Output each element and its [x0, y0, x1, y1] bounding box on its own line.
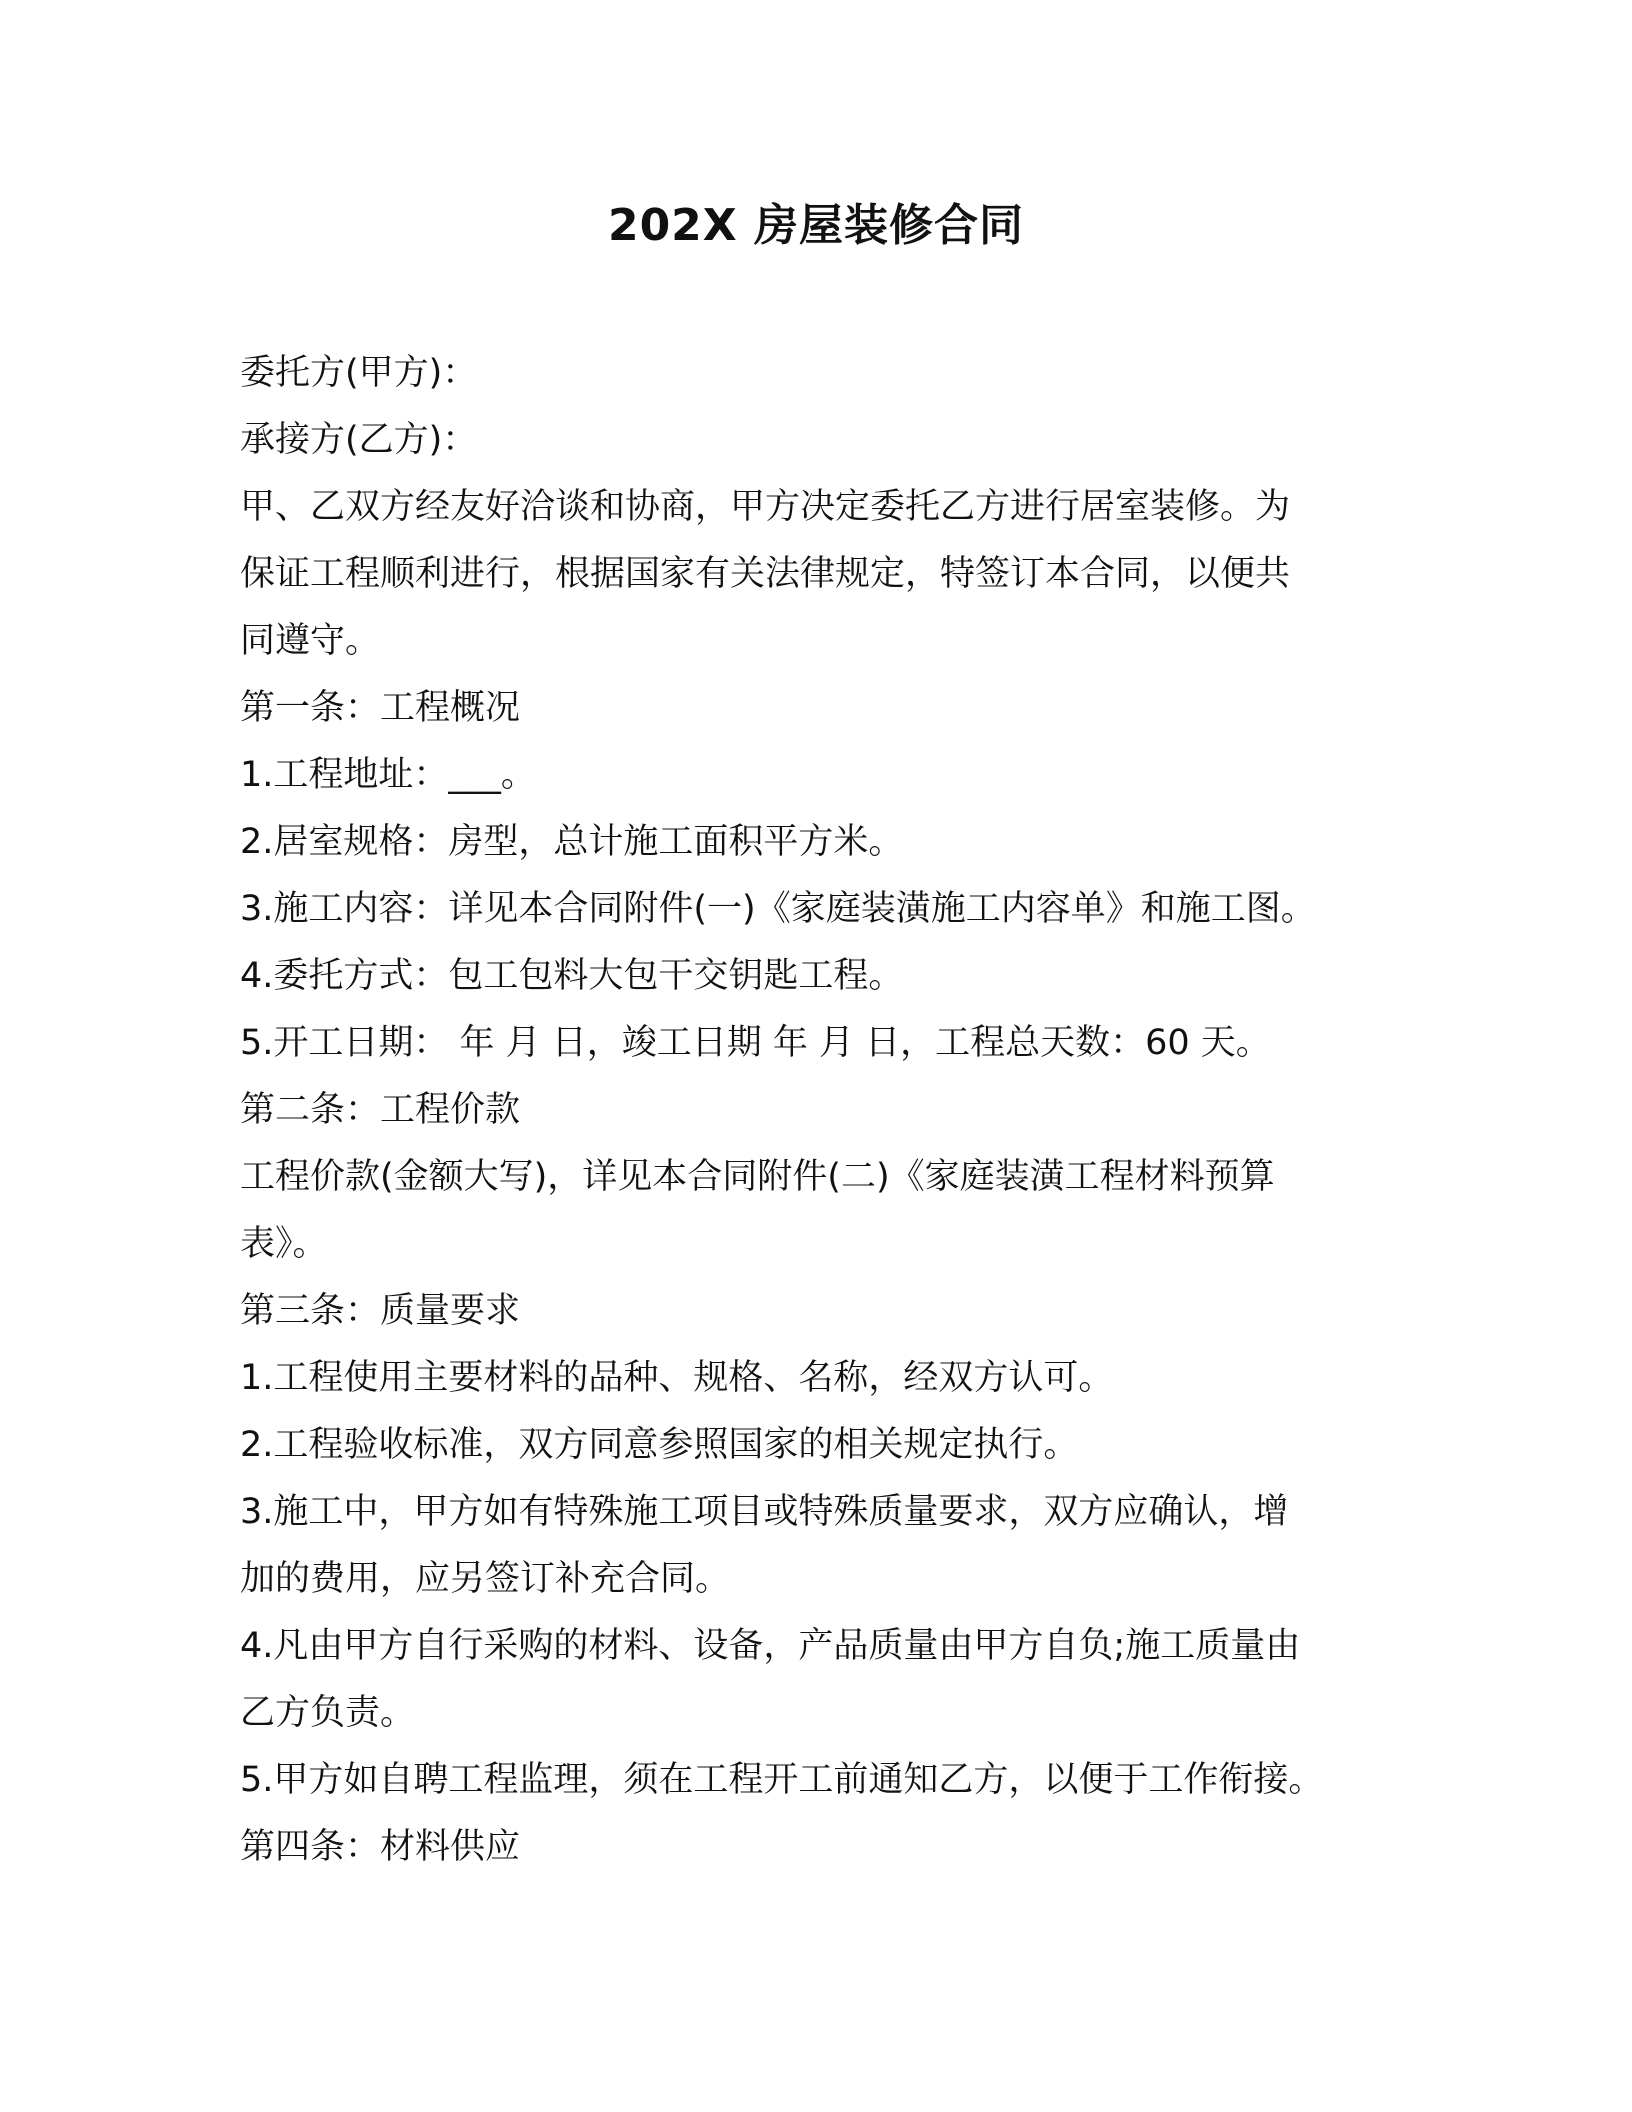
article-1-heading: 第一条：工程概况 [240, 688, 521, 728]
article-2-heading: 第二条：工程价款 [240, 1090, 521, 1130]
article-3-item-3-line-2: 加的费用，应另签订补充合同。 [240, 1559, 731, 1599]
article-3-item-4-line-1: 4.凡由甲方自行采购的材料、设备，产品质量由甲方自负;施工质量由 [240, 1626, 1301, 1666]
article-3-heading: 第三条：质量要求 [240, 1291, 521, 1331]
article-1-item-5: 5.开工日期： 年 月 日，竣工日期 年 月 日，工程总天数：60 天。 [240, 1023, 1271, 1063]
preamble-line-1: 甲、乙双方经友好洽谈和协商，甲方决定委托乙方进行居室装修。为 [240, 487, 1291, 527]
document-body [240, 340, 1400, 1881]
article-3-item-3-line-1: 3.施工中，甲方如有特殊施工项目或特殊质量要求，双方应确认，增 [240, 1492, 1289, 1532]
article-1-item-4: 4.委托方式：包工包料大包干交钥匙工程。 [240, 956, 904, 996]
article-2-text-1: 工程价款(金额大写)，详见本合同附件(二)《家庭装潢工程材料预算 [240, 1157, 1275, 1197]
article-1-item-2: 2.居室规格：房型，总计施工面积平方米。 [240, 822, 904, 862]
preamble-line-2: 保证工程顺利进行，根据国家有关法律规定，特签订本合同，以便共 [240, 554, 1291, 594]
article-3-item-1: 1.工程使用主要材料的品种、规格、名称，经双方认可。 [240, 1358, 1114, 1398]
article-3-item-2: 2.工程验收标准，双方同意参照国家的相关规定执行。 [240, 1425, 1079, 1465]
article-1-item-1: 1.工程地址：___。 [240, 755, 536, 795]
article-1-item-3: 3.施工内容：详见本合同附件(一)《家庭装潢施工内容单》和施工图。 [240, 889, 1316, 929]
preamble-line-3: 同遵守。 [240, 621, 381, 661]
party-a-line: 委托方(甲方)： [240, 353, 478, 393]
article-4-heading: 第四条：材料供应 [240, 1827, 521, 1867]
article-3-item-5: 5.甲方如自聘工程监理，须在工程开工前通知乙方，以便于工作衔接。 [240, 1760, 1324, 1800]
document-title: 202X 房屋装修合同 [607, 200, 1025, 251]
party-b-line: 承接方(乙方)： [240, 420, 478, 460]
article-2-text-2: 表》。 [240, 1224, 328, 1264]
article-3-item-4-line-2: 乙方负责。 [240, 1693, 416, 1733]
